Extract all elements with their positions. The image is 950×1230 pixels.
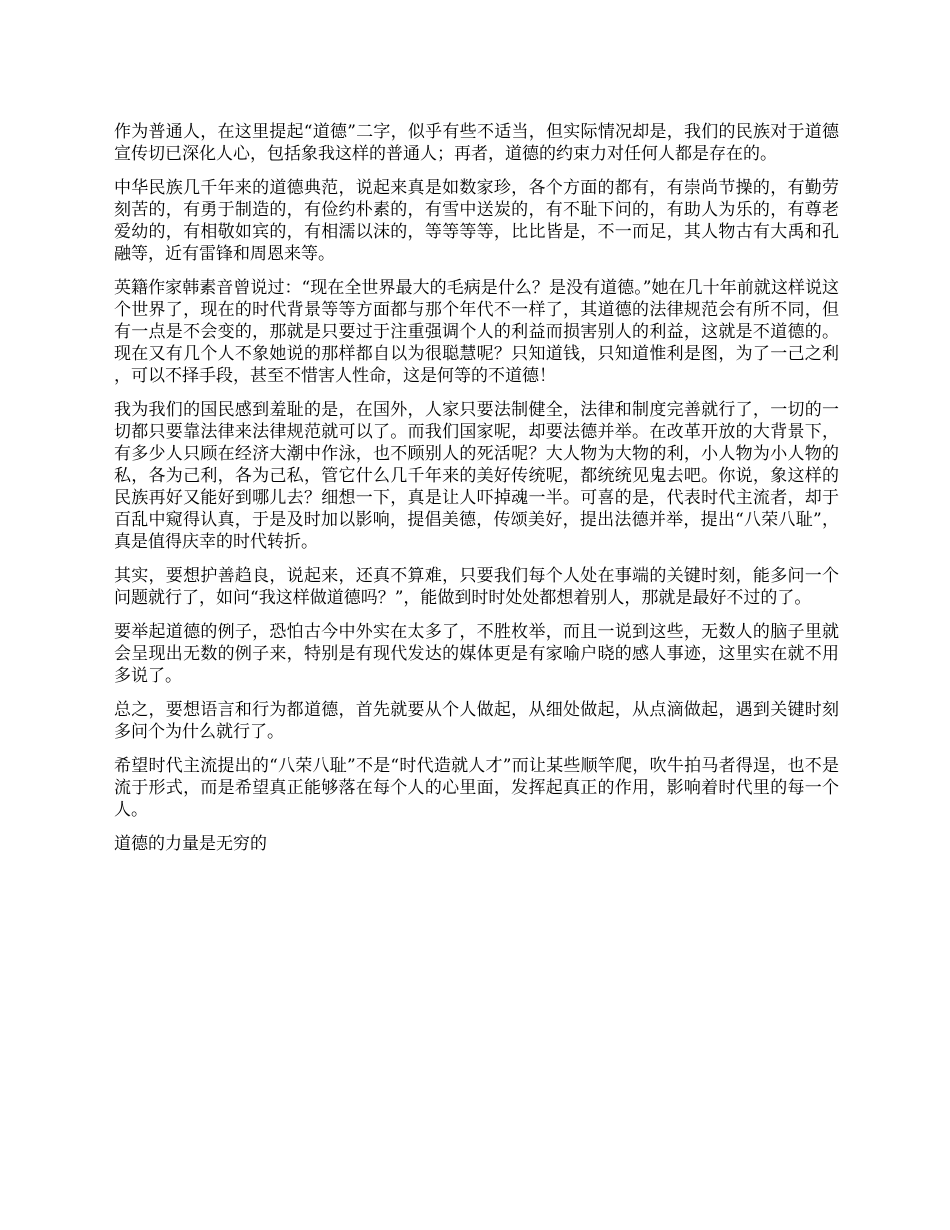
document-body [114,121,839,867]
paragraph-4: 我为我们的国民感到羞耻的是，在国外，人家只要法制健全，法律和制度完善就行了，一切的一切都只要靠法律来法律规范就可以了。而我们国家呢，却要法德并举。在改革开放的大背景下，有多少人只顾在经济大潮中作泳，也不顾别人的死活呢？大人物为大物的利，小人物为小人物的私，各为己利，各为己私，管它什么几千年来的美好传统呢，都统统见鬼去吧。你说，象这样的民族再好又能好到哪儿去？细想一下，真是让人吓掉魂一半。可喜的是，代表时代主流者，却于百乱中窥得认真，于是及时加以影响，提倡美德，传颂美好，提出法德并举，提出“八荣八耻”，真是值得庆幸的时代转折。 [114,400,839,552]
paragraph-7: 总之，要想语言和行为都道德，首先就要从个人做起，从细处做起，从点滴做起，遇到关键时刻多问个为什么就行了。 [114,700,839,742]
paragraph-3: 英籍作家韩素音曾说过：“现在全世界最大的毛病是什么？是没有道德。”她在几十年前就这样说这个世界了，现在的时代背景等等方面都与那个年代不一样了，其道德的法律规范会有所不同，但有一点是不会变的，那就是只要过于注重强调个人的利益而损害别人的利益，这就是不道德的。现在又有几个人不象她说的那样都自以为很聪慧呢？只知道钱，只知道惟利是图，为了一己之利，可以不择手段，甚至不惜害人性命，这是何等的不道德！ [114,278,839,386]
paragraph-1: 作为普通人，在这里提起“道德”二字，似乎有些不适当，但实际情况却是，我们的民族对于道德宣传切已深化人心，包括象我这样的普通人；再者，道德的约束力对任何人都是存在的。 [114,122,839,164]
paragraph-2: 中华民族几千年来的道德典范，说起来真是如数家珍，各个方面的都有，有崇尚节操的，有勤劳刻苦的，有勇于制造的，有俭约朴素的，有雪中送炭的，有不耻下问的，有助人为乐的，有尊老爱幼的，有相敬如宾的，有相濡以沫的，等等等等，比比皆是，不一而足，其人物古有大禹和孔融等，近有雷锋和周恩来等。 [114,178,839,264]
paragraph-6: 要举起道德的例子，恐怕古今中外实在太多了，不胜枚举，而且一说到这些，无数人的脑子里就会呈现出无数的例子来，特别是有现代发达的媒体更是有家喻户晓的感人事迹，这里实在就不用多说了。 [114,622,839,686]
paragraph-9: 道德的力量是无穷的 [114,834,267,854]
paragraph-8: 希望时代主流提出的“八荣八耻”不是“时代造就人才”而让某些顺竿爬，吹牛拍马者得逞，也不是流于形式，而是希望真正能够落在每个人的心里面，发挥起真正的作用，影响着时代里的每一个人。 [114,756,839,820]
paragraph-5: 其实，要想护善趋良，说起来，还真不算难，只要我们每个人处在事端的关键时刻，能多问一个问题就行了，如问“我这样做道德吗？”，能做到时时处处都想着别人，那就是最好不过的了。 [114,566,839,608]
